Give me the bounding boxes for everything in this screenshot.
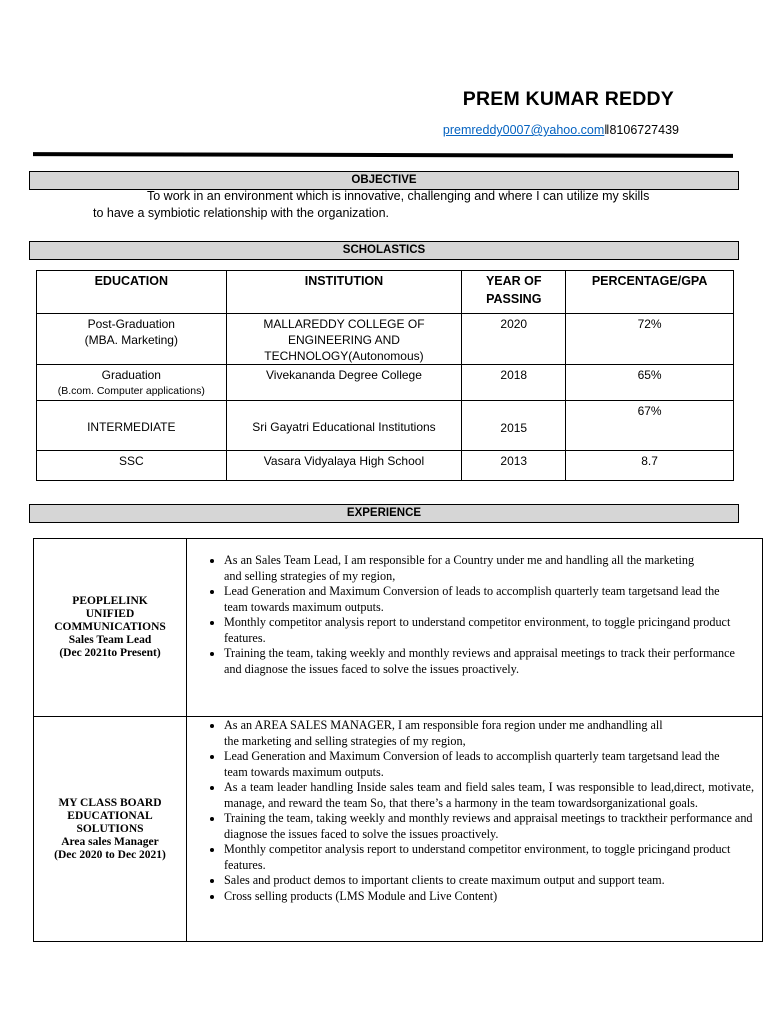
percentage-cell: 67% (566, 401, 734, 451)
column-header-text: YEAR OF PASSING (485, 274, 542, 306)
education-cell (37, 314, 227, 365)
table-header-row (37, 271, 734, 314)
education-detail: (B.com. Computer applications) (57, 385, 205, 397)
education-level: Post-Graduation (87, 317, 175, 331)
candidate-name: PREM KUMAR REDDY (462, 88, 674, 110)
percentage-cell: 65% (566, 365, 734, 401)
contact-separator: ‖ (604, 123, 610, 137)
duty-item: • Lead Generation and Maximum Conversion of leads to accomplish quarterly team targetsand lead the team towards maximum outputs. (224, 584, 754, 615)
objective-line-2: to have a symbiotic relationship with the organization. (93, 206, 389, 220)
institution-cell (226, 314, 462, 365)
duty-item: • As a team leader handling Inside sales team and field sales team, I was responsible to lead,direct, motivate, manage, and reward the team So, that there’s a harmony in the team towardsorganizational goals. (224, 780, 754, 811)
duty-item: • Monthly competitor analysis report to understand competitor environment, to toggle pricingand product features. (224, 842, 754, 873)
institution-cell: Vivekananda Degree College (226, 365, 462, 401)
duty-item: • As an AREA SALES MANAGER, I am responsible fora region under me andhandling all the marketing and selling strategies of my region, (224, 718, 754, 749)
education-detail: (MBA. Marketing) (84, 333, 178, 347)
company-name-line: MY CLASS BOARD (58, 796, 162, 809)
duty-item: • Training the team, taking weekly and monthly reviews and appraisal meetings to track their performance and diagnose the issues faced to solve the issues proactively. (224, 646, 754, 677)
duty-item: • Cross selling products (LMS Module and Live Content) (224, 889, 754, 905)
company-cell (34, 539, 187, 717)
institution-cell: Vasara Vidyalaya High School (226, 451, 462, 481)
company-cell (34, 717, 187, 942)
table-row (37, 365, 734, 401)
institution-name: MALLAREDDY COLLEGE OF ENGINEERING AND TECHNOLOGY(Autonomous) (263, 317, 425, 363)
column-header (462, 271, 566, 314)
percentage-cell: 72% (566, 314, 734, 365)
year-cell: 2013 (462, 451, 566, 481)
duties-cell (187, 539, 763, 717)
education-cell: INTERMEDIATE (37, 401, 227, 451)
year-cell: 2018 (462, 365, 566, 401)
experience-row (34, 717, 763, 942)
company-name-line: SOLUTIONS (76, 822, 144, 835)
header-divider (33, 152, 733, 158)
objective-text (0, 188, 768, 222)
scholastics-table (36, 270, 734, 481)
column-header: PERCENTAGE/GPA (566, 271, 734, 314)
duty-item: • Sales and product demos to important clients to create maximum output and support team. (224, 873, 754, 889)
objective-line-1: To work in an environment which is innovative, challenging and where I can utilize my skills (147, 189, 650, 203)
job-dates: (Dec 2020 to Dec 2021) (54, 848, 166, 861)
duty-item: • Monthly competitor analysis report to understand competitor environment, to toggle pricingand product features. (224, 615, 754, 646)
duties-list (187, 718, 754, 904)
experience-row (34, 539, 763, 717)
job-role: Area sales Manager (61, 835, 159, 848)
objective-heading: OBJECTIVE (29, 171, 739, 190)
table-row (37, 451, 734, 481)
duties-list (187, 553, 754, 677)
table-row (37, 314, 734, 365)
education-level: Graduation (101, 368, 161, 382)
company-name-line: EDUCATIONAL (67, 809, 153, 822)
experience-heading: EXPERIENCE (29, 504, 739, 523)
email-link[interactable]: premreddy0007@yahoo.com (442, 123, 605, 137)
phone-number: 8106727439 (609, 123, 679, 137)
table-row (37, 401, 734, 451)
duty-item: • Training the team, taking weekly and monthly reviews and appraisal meetings to tracktheir performance and diagnose the issues faced to solve the issues proactively. (224, 811, 754, 842)
column-header: EDUCATION (37, 271, 227, 314)
year-cell: 2020 (462, 314, 566, 365)
year-cell: 2015 (462, 401, 566, 451)
company-name-line: UNIFIED (85, 608, 135, 620)
duties-cell (187, 717, 763, 942)
column-header: INSTITUTION (226, 271, 462, 314)
education-cell: SSC (37, 451, 227, 481)
institution-cell: Sri Gayatri Educational Institutions (226, 401, 462, 451)
experience-table (33, 538, 763, 942)
education-cell (37, 365, 227, 401)
duty-item: • As an Sales Team Lead, I am responsible for a Country under me and handling all the marketing and selling strategies of my region, (224, 553, 754, 584)
company-name-line: COMMUNICATIONS (54, 621, 166, 633)
job-dates: (Dec 2021to Present) (59, 647, 161, 659)
scholastics-heading: SCHOLASTICS (29, 241, 739, 260)
company-name-line: PEOPLELINK (72, 595, 148, 607)
percentage-cell: 8.7 (566, 451, 734, 481)
contact-line (0, 123, 679, 137)
duty-item: • Lead Generation and Maximum Conversion of leads to accomplish quarterly team targetsand lead the team towards maximum outputs. (224, 749, 754, 780)
job-role: Sales Team Lead (68, 634, 152, 646)
